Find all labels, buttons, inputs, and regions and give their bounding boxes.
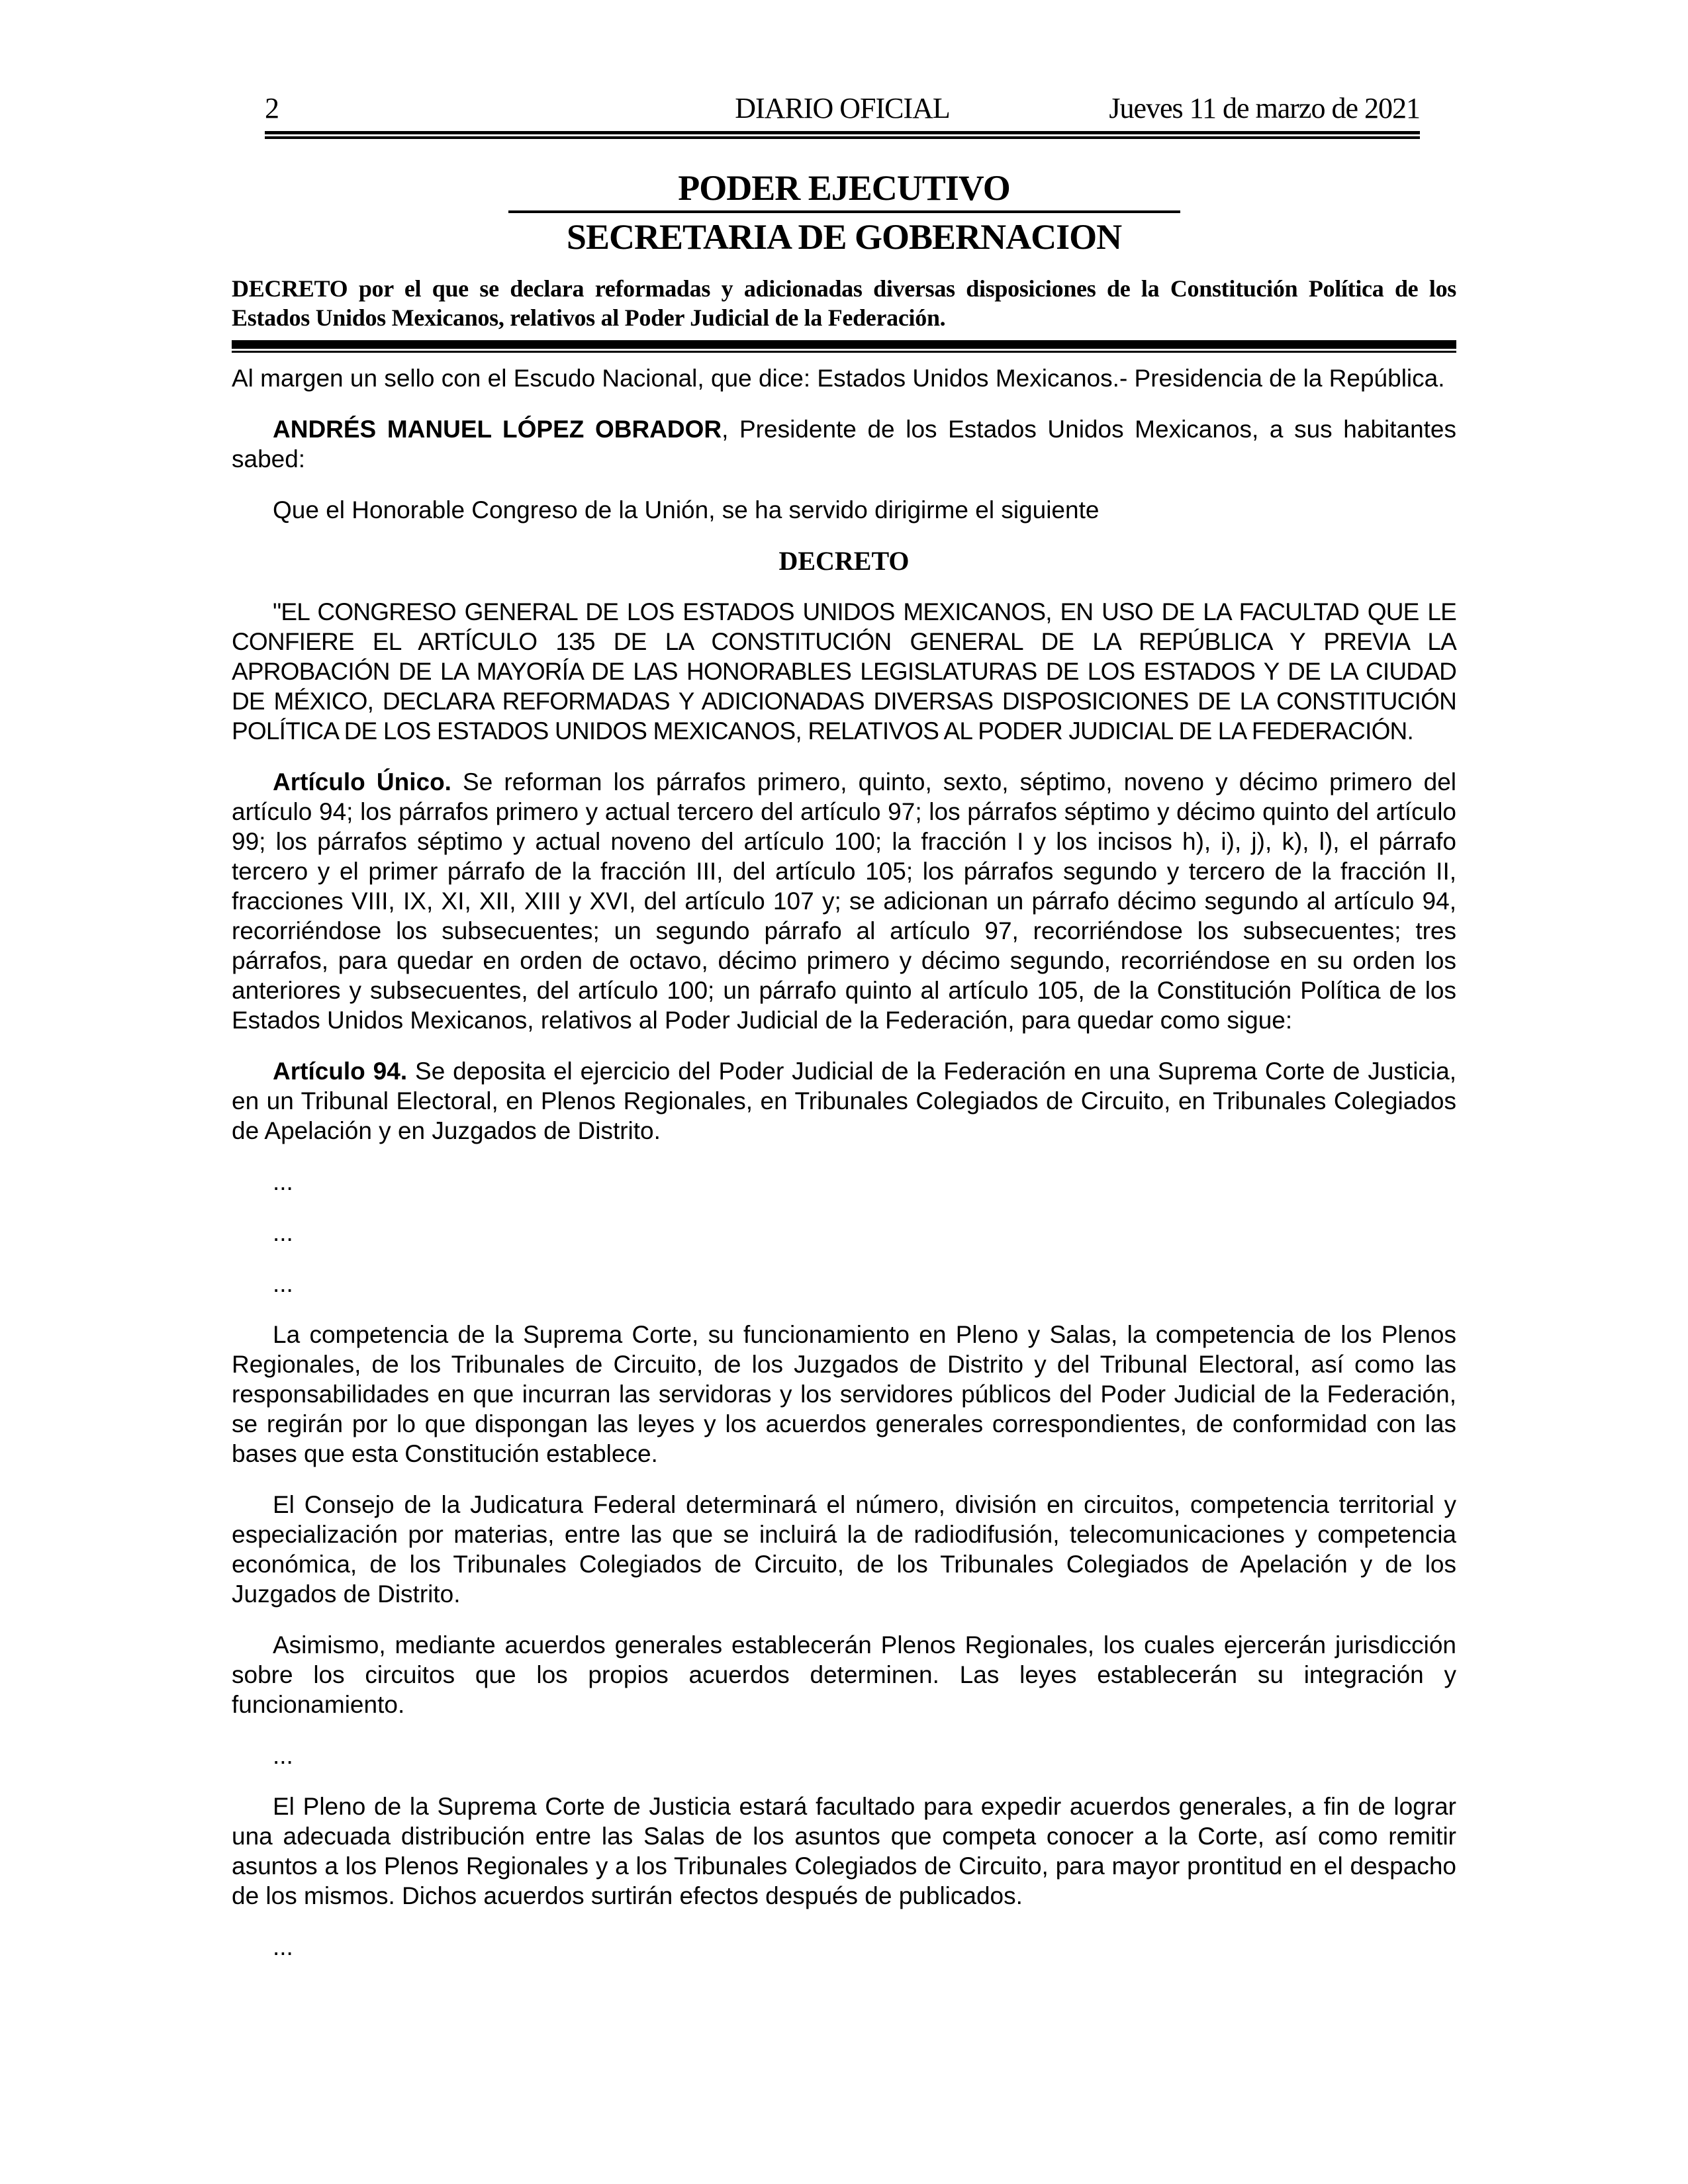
paragraph-text-segment: Asimismo, mediante acuerdos generales establecerán Plenos Regionales, los cuales ejercerán jurisdicción sobre los circuitos que los propios acuerdos determinen. Las leyes establecerán su integración y funcionamiento.: [232, 1631, 1456, 1718]
header-date: Jueves 11 de marzo de 2021: [1109, 92, 1420, 124]
document-body: [232, 363, 1456, 1962]
paragraph-pleno-suprema-corte: [232, 1792, 1456, 1911]
paragraph-ellipsis: [232, 1932, 1456, 1962]
paragraph-presidente: [232, 414, 1456, 474]
paragraph-asimismo: [232, 1630, 1456, 1719]
rule-line: [232, 351, 1456, 353]
paragraph-ellipsis: [232, 1167, 1456, 1197]
paragraph-ellipsis: [232, 1269, 1456, 1298]
decree-summary: DECRETO por el que se declara reformadas y adicionadas diversas disposiciones de la Constitución Política de los Estados Unidos Mexicanos, relativos al Poder Judicial de la Federación.: [232, 275, 1456, 331]
paragraph-text-segment: Se deposita el ejercicio del Poder Judicial de la Federación en una Suprema Corte de Justicia, en un Tribunal Electoral, en Plenos Regionales, en Tribunales Colegiados de Circuito, en Tribunales Colegiados de Apelación y en Juzgados de Distrito.: [232, 1058, 1456, 1144]
summary-rule: [232, 340, 1456, 353]
paragraph-text-segment: Que el Honorable Congreso de la Unión, se ha servido dirigirme el siguiente: [273, 496, 1100, 523]
masthead-agency-title: SECRETARIA DE GOBERNACION: [566, 217, 1122, 257]
rule-bar: [232, 340, 1456, 349]
paragraph-competencia: [232, 1320, 1456, 1469]
paragraph-text-segment: Artículo Único.: [273, 768, 451, 796]
paragraph-congreso-intro: [232, 495, 1456, 525]
paragraph-articulo-94: [232, 1056, 1456, 1146]
paragraph-text-segment: Artículo 94.: [273, 1058, 408, 1085]
paragraph-text-segment: "EL CONGRESO GENERAL DE LOS ESTADOS UNIDOS MEXICANOS, EN USO DE LA FACULTAD QUE LE CONFIERE EL ARTÍCULO 135 DE LA CONSTITUCIÓN GENERAL DE LA REPÚBLICA Y PREVIA LA APROBACIÓN DE LA MAYORÍA DE LAS HONORABLES LEGISLATURAS DE LOS ESTADOS Y DE LA CIUDAD DE MÉXICO, DECLARA REFORMADAS Y ADICIONADAS DIVERSAS DISPOSICIONES DE LA CONSTITUCIÓN POLÍTICA DE LOS ESTADOS UNIDOS MEXICANOS, RELATIVOS AL PODER JUDICIAL DE LA FEDERACIÓN.: [232, 598, 1456, 745]
paragraph-text-segment: DECRETO: [778, 546, 910, 576]
paragraph-text-segment: ANDRÉS MANUEL LÓPEZ OBRADOR: [273, 416, 722, 443]
document-page: [232, 91, 1456, 1983]
paragraph-text-segment: El Consejo de la Judicatura Federal determinará el número, división en circuitos, competencia territorial y especialización por materias, entre las que se incluirá la de radiodifusión, telecomunicaciones y competencia económica, de los Tribunales Colegiados de Circuito, de los Tribunales Colegiados de Apelación y de los Juzgados de Distrito.: [232, 1491, 1456, 1608]
paragraph-al-margen: [232, 363, 1456, 393]
paragraph-text-segment: ...: [273, 1933, 293, 1960]
masthead-underline: [508, 210, 1180, 213]
paragraph-text-segment: ...: [273, 1270, 293, 1297]
paragraph-ellipsis: [232, 1218, 1456, 1248]
masthead: [232, 169, 1456, 255]
paragraph-text-segment: Al margen un sello con el Escudo Nacional, que dice: Estados Unidos Mexicanos.- Presidencia de la República.: [232, 365, 1445, 392]
paragraph-articulo-unico: [232, 767, 1456, 1035]
paragraph-text-segment: ...: [273, 1219, 293, 1246]
heading-decreto: [232, 546, 1456, 576]
paragraph-text-segment: ...: [273, 1168, 293, 1195]
paragraph-ellipsis: [232, 1741, 1456, 1770]
running-header: [265, 91, 1420, 126]
page-number: 2: [265, 92, 279, 124]
paragraph-text-segment: El Pleno de la Suprema Corte de Justicia estará facultado para expedir acuerdos generales, a fin de lograr una adecuada distribución entre las Salas de los asuntos que competa conocer a la Corte, así como remitir asuntos a los Plenos Regionales y a los Tribunales Colegiados de Circuito, para mayor prontitud en el despacho de los mismos. Dichos acuerdos surtirán efectos después de publicados.: [232, 1793, 1456, 1909]
paragraph-consejo-judicatura: [232, 1490, 1456, 1609]
paragraph-declaracion: [232, 597, 1456, 746]
journal-title: DIARIO OFICIAL: [735, 92, 950, 124]
masthead-branch-title: PODER EJECUTIVO: [678, 168, 1010, 208]
rule-line: [265, 131, 1420, 134]
paragraph-text-segment: ...: [273, 1742, 293, 1769]
rule-line: [265, 136, 1420, 139]
header-double-rule: [265, 131, 1420, 139]
paragraph-text-segment: , Presidente de los Estados Unidos Mexicanos, a sus habitantes sabed:: [232, 416, 1456, 473]
paragraph-text-segment: La competencia de la Suprema Corte, su funcionamiento en Pleno y Salas, la competencia de los Plenos Regionales, de los Tribunales de Circuito, de los Juzgados de Distrito y del Tribunal Electoral, así como las responsabilidades en que incurran las servidoras y los servidores públicos del Poder Judicial de la Federación, se regirán por lo que dispongan las leyes y los acuerdos generales correspondientes, de conformidad con las bases que esta Constitución establece.: [232, 1321, 1456, 1467]
paragraph-text-segment: Se reforman los párrafos primero, quinto, sexto, séptimo, noveno y décimo primero del artículo 94; los párrafos primero y actual tercero del artículo 97; los párrafos séptimo y décimo quinto del artículo 99; los párrafos séptimo y actual noveno del artículo 100; la fracción I y los incisos h), i), j), k), l), el párrafo tercero y el primer párrafo de la fracción III, del artículo 105; los párrafos segundo y tercero de la fracción II, fracciones VIII, IX, XI, XII, XIII y XVI, del artículo 107 y; se adicionan un párrafo décimo segundo al artículo 94, recorriéndose los subsecuentes; un segundo párrafo al artículo 97, recorriéndose los subsecuentes; tres párrafos, para quedar en orden de octavo, décimo primero y décimo segundo, recorriéndose en su orden los anteriores y subsecuentes, del artículo 100; un párrafo quinto al artículo 105, de la Constitución Política de los Estados Unidos Mexicanos, relativos al Poder Judicial de la Federación, para quedar como sigue:: [232, 768, 1456, 1034]
